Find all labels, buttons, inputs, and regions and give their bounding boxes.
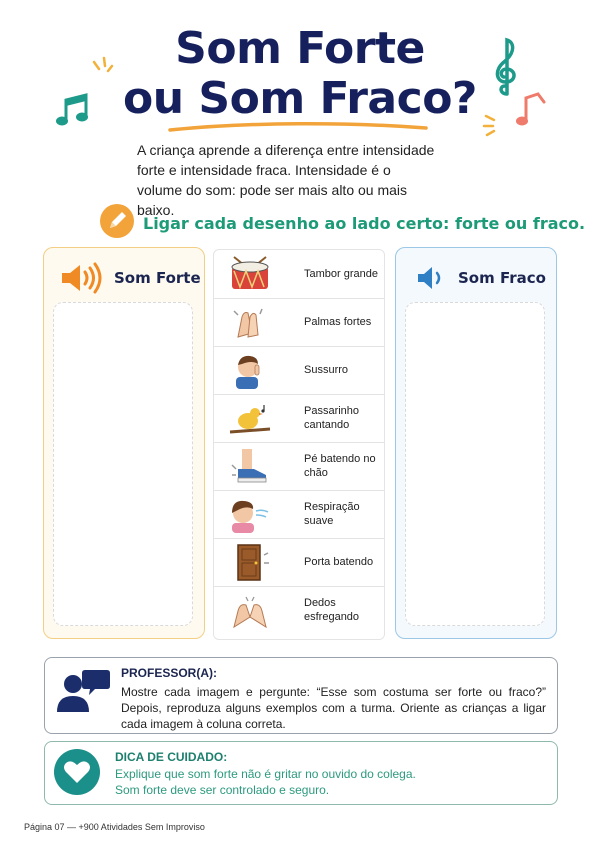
door-icon <box>228 543 272 581</box>
list-item[interactable] <box>214 346 384 395</box>
drop-zone-fraco[interactable] <box>405 302 545 626</box>
teacher-speech-icon <box>55 666 111 714</box>
item-label: Sussurro <box>304 364 349 376</box>
list-item[interactable] <box>214 394 384 443</box>
whispering-boy-icon <box>228 351 272 389</box>
list-item[interactable] <box>214 490 384 539</box>
teacher-note-text: Mostre cada imagem e pergunte: “Esse som costuma ser forte ou fraco?” Depois, reproduza alguns exemplos com a turma. Oriente as crianças a ligar cada imagem à coluna correta. <box>121 685 546 731</box>
column-header <box>44 262 204 292</box>
safety-tip-line-2: Som forte deve ser controlado e seguro. <box>115 783 330 797</box>
drop-zone-forte[interactable] <box>53 302 193 626</box>
quiet-speaker-icon <box>416 264 446 292</box>
list-item[interactable] <box>214 538 384 587</box>
rubbing-fingers-icon <box>228 591 272 629</box>
item-label: Pé batendo no chão <box>304 453 376 479</box>
column-header <box>396 262 556 292</box>
safety-tip-title: DICA DE CUIDADO: <box>115 750 228 764</box>
title-underline <box>168 120 428 134</box>
list-item[interactable] <box>214 250 384 299</box>
heart-icon <box>53 748 101 796</box>
items-list <box>213 249 385 640</box>
breathing-girl-icon <box>228 495 272 533</box>
pencil-icon <box>100 204 134 238</box>
title-line-1: Som Forte <box>175 23 425 74</box>
safety-tip-box <box>44 741 558 805</box>
item-label: Tambor grande <box>304 268 378 280</box>
item-label: Passarinho cantando <box>304 405 360 431</box>
instruction-text: Ligar cada desenho ao lado certo: forte ou fraco. <box>143 214 586 233</box>
column-label: Som Forte <box>114 269 201 287</box>
loud-speaker-icon <box>60 262 106 294</box>
bird-icon <box>228 399 272 437</box>
safety-tip-text <box>115 766 535 798</box>
intro-text: A criança aprende a diferença entre intensidade forte e intensidade fraca. Intensidade é o volume do som: pode ser mais alto ou mais baixo. <box>137 142 435 218</box>
column-som-fraco <box>395 247 557 639</box>
column-label: Som Fraco <box>458 269 546 287</box>
page-title <box>0 24 600 124</box>
item-label: Dedos esfregando <box>304 597 360 623</box>
list-item[interactable] <box>214 442 384 491</box>
list-item[interactable] <box>214 298 384 347</box>
list-item[interactable] <box>214 586 384 634</box>
teacher-note-title: PROFESSOR(A): <box>121 666 217 680</box>
safety-tip-line-1: Explique que som forte não é gritar no ouvido do colega. <box>115 767 416 781</box>
drum-icon <box>228 255 272 293</box>
item-label: Porta batendo <box>304 556 374 568</box>
column-som-forte <box>43 247 205 639</box>
page-footer: Página 07 — +900 Atividades Sem Improviso <box>24 822 205 832</box>
teacher-note-box <box>44 657 558 734</box>
title-line-2: ou Som Fraco? <box>123 73 477 124</box>
clapping-hands-icon <box>228 303 272 341</box>
item-label: Respiração suave <box>304 501 360 527</box>
stomping-foot-icon <box>228 447 272 485</box>
item-label: Palmas fortes <box>304 316 372 328</box>
